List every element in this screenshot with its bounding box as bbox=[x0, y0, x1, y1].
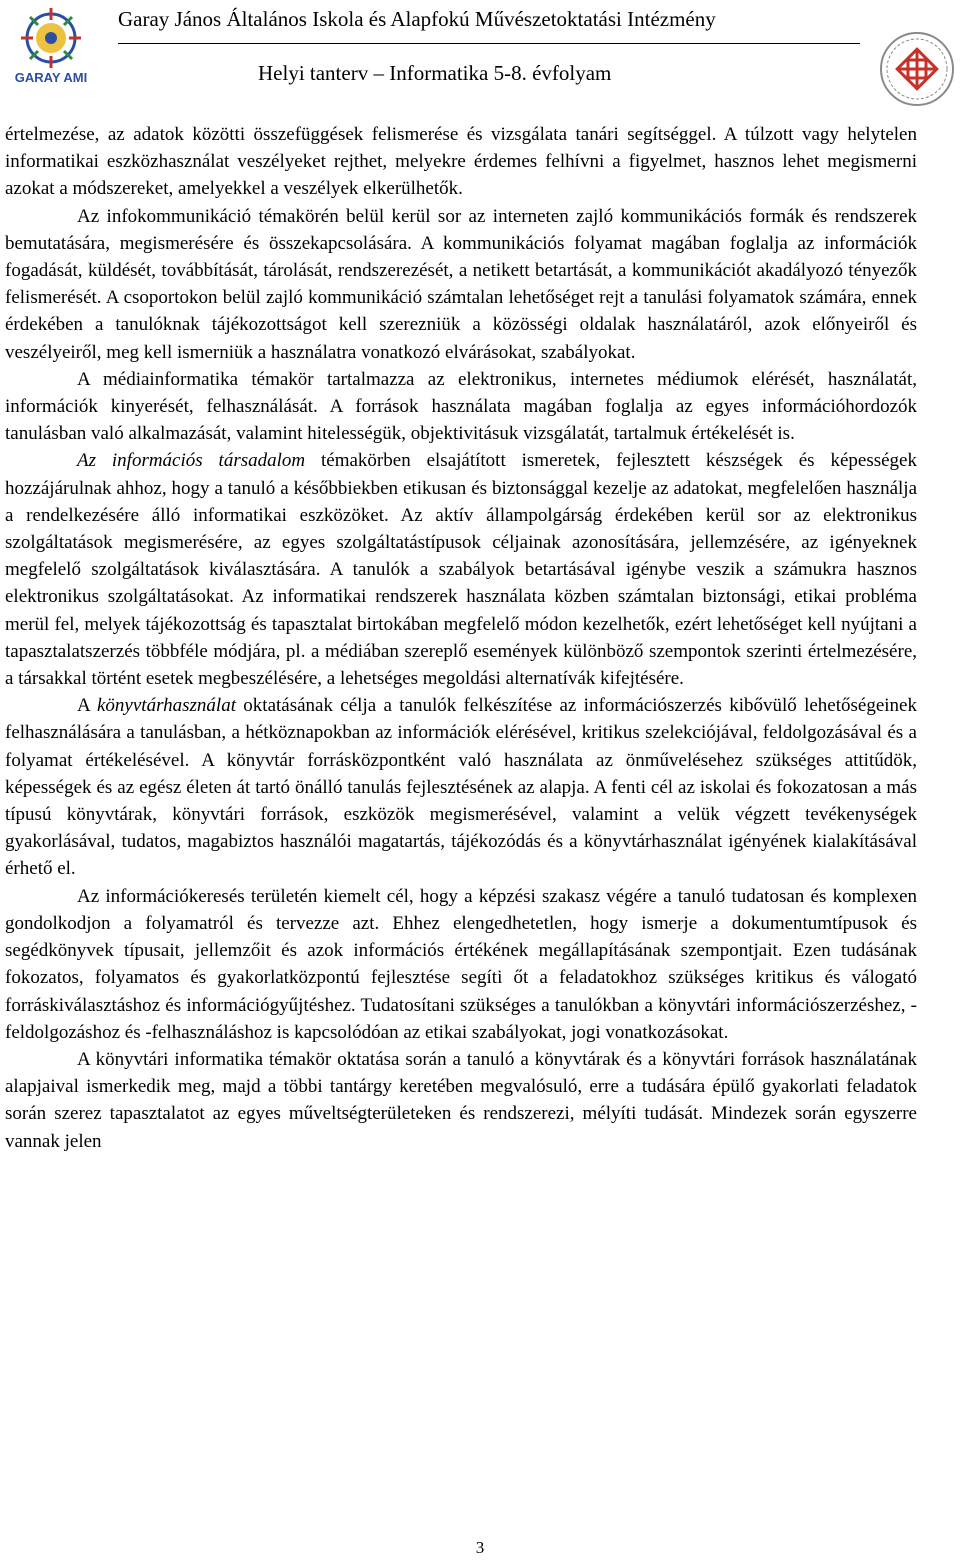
logo-left-text: GARAY AMI bbox=[14, 70, 88, 85]
paragraph-text: értelmezése, az adatok közötti összefüggések felismerése és vizsgálata tanári segítséggel. A túlzott vagy helytelen informatikai eszközhasználat veszélyeket rejthet, melyekre érdemes felhívni a figyelmet, hasznos lehet megismerni azokat a módszereket, amelyekkel a veszélyek elkerülhetők. bbox=[5, 124, 917, 200]
paragraph bbox=[5, 692, 917, 882]
paragraph bbox=[5, 366, 917, 448]
paragraph-text: oktatásának célja a tanulók felkészítése az információszerzés kibővülő lehetőségeinek felhasználására a tanulásban, a hétköznapokban az információk elérésével, kritikus szelekciójával, feldolgozásával és a folyamat értékelésével. A könyvtár forrásközpontként való használata az önművelésehez szükséges attitűdök, képességek és az egész életen át tartó önálló tanulás fejlesztésének az alapja. A fenti cél az iskolai és fokozatosan a más típusú könyvtárak, könyvtári források, eszközök megismerésével, valamint a velük végzett tevékenységek gyakorlásával, tudatos, magabiztos használói magatartás, tájékozódás és a könyvtárhasználat igényének kialakításával érhető el. bbox=[5, 695, 917, 880]
paragraph bbox=[5, 447, 917, 692]
paragraph-text: A könyvtári informatika témakör oktatása során a tanuló a könyvtárak és a könyvtári források használatának alapjaival ismerkedik meg, majd a többi tantárgy keretében megvalósuló, erre a tudására épülő gyakorlati feladatok során szerez tapasztalatot az egyes műveltségterületeken és rendszerezi, mélyíti tudását. Mindezek során egyszerre vannak jelen bbox=[5, 1048, 917, 1152]
school-name: Garay János Általános Iskola és Alapfokú Művészetoktatási Intézmény bbox=[118, 7, 716, 31]
paragraph-text: témakörben elsajátított ismeretek, fejlesztett készségek és képességek hozzájárulnak ahhoz, hogy a tanuló a későbbiekben etikusan és biztonsággal kezelje az adatokat, megfelelően használja a rendelkezésére álló informatikai eszközöket. Az aktív állampolgárság érdekében kerül sor az elektronikus szolgáltatások megismerésére, az egyes szolgáltatástípusok céljainak azonosítására, jellemzésére, az igényeknek megfelelő szolgáltatások kiválasztására. A tanulók a szabályok betartásával igénybe veszik a számukra hasznos elektronikus szolgáltatásokat. Az informatikai rendszerek használata közben számtalan biztonsági, etikai probléma merül fel, melyek tájékozottság és tapasztalat birtokában megfelelő módon kezelhetők, ezért lehetőséget kell nyújtani a tapasztalatszerzés többféle módjára, pl. a médiában szereplő események különböző szempontok szerinti értelmezésére, a társakkal történt esetek megbeszélésére, a lehetséges megoldási alternatívák kifejtésére. bbox=[5, 450, 917, 690]
paragraph-text: Az infokommunikáció témakörén belül kerül sor az interneten zajló kommunikációs formák és rendszerek bemutatására, megismerésére és összekapcsolására. A kommunikációs folyamat magában foglalja az információk fogadását, küldését, továbbítását, tárolását, rendszerezését, a netikett betartását, a kommunikációt akadályozó tényezők felismerését. A csoportokon belül zajló kommunikáció számtalan lehetőséget rejt a tanulási folyamatok számára, ennek érdekében a tanulóknak tájékozottságot kell szerezniük a közösségi oldalak használatáról, azok előnyeiről és veszélyeiről, meg kell ismerniük a használatra vonatkozó elvárásokat, szabályokat. bbox=[5, 205, 917, 363]
paragraph bbox=[5, 203, 917, 366]
curriculum-subtitle: Helyi tanterv – Informatika 5-8. évfolyam bbox=[258, 61, 612, 85]
document-body bbox=[5, 121, 917, 1155]
page-header bbox=[0, 0, 960, 110]
seal-icon bbox=[878, 30, 956, 108]
paragraph bbox=[5, 1046, 917, 1155]
header-divider bbox=[118, 43, 860, 44]
school-logo-icon bbox=[4, 4, 98, 86]
emphasized-term: könyvtárhasználat bbox=[97, 695, 236, 717]
page-number: 3 bbox=[475, 1538, 485, 1557]
paragraph-text: Az információkeresés területén kiemelt cél, hogy a képzési szakasz végére a tanuló tudatosan és komplexen gondolkodjon a folyamatról és tervezze azt. Ehhez elengedhetetlen, hogy ismerje a dokumentumtípusok és segédkönyvek típusait, jellemzőit és azok információs értékének megállapításának szempontjait. Ezen tudásának fokozatos, folyamatos és gyakorlatközpontú fejlesztése segíti őt a feladatokhoz szükséges kritikus és válogató forráskiválasztáshoz és információgyűjtéshez. Tudatosítani szükséges a tanulókban a könyvtári információszerzéshez, -feldolgozáshoz és -felhasználáshoz is kapcsolódóan az etikai szabályokat, jogi vonatkozásokat. bbox=[5, 885, 917, 1043]
paragraph bbox=[5, 121, 917, 203]
paragraph-text: A bbox=[77, 695, 97, 717]
paragraph-text: A médiainformatika témakör tartalmazza az elektronikus, internetes médiumok elérését, használatát, információk kinyerését, felhasználását. A források használata magában foglalja az egyes információhordozók tanulásban való alkalmazását, valamint hitelességük, objektivitásuk vizsgálatát, tartalmuk értékelését is. bbox=[5, 368, 917, 445]
paragraph bbox=[5, 883, 917, 1046]
emphasized-term: Az információs társadalom bbox=[77, 450, 306, 472]
